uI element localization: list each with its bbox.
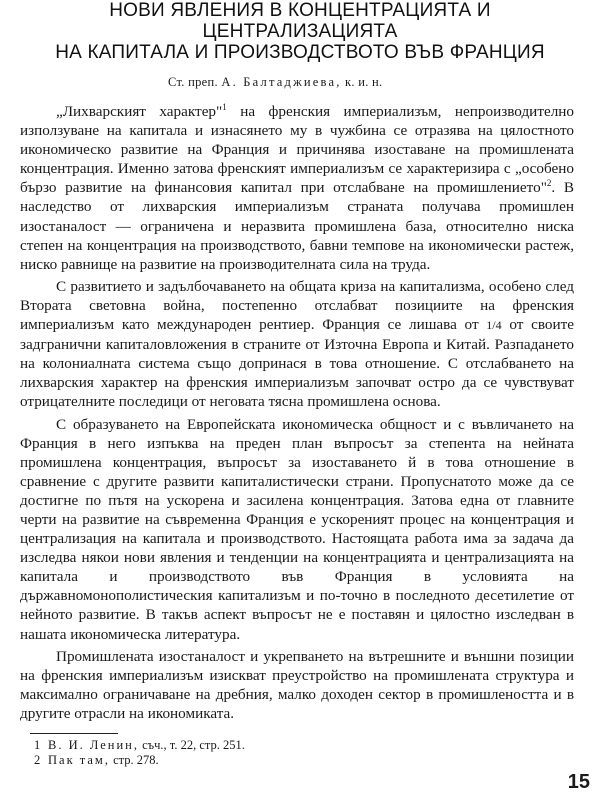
- author-line: [20, 74, 580, 90]
- footnote-1-text: съч., т. 22, стр. 251.: [139, 738, 245, 752]
- footnote-1-author: В. И. Ленин,: [48, 738, 139, 752]
- footnote-1: [34, 738, 245, 753]
- page-number: 15: [567, 771, 590, 793]
- paragraph-3: С образуването на Европейската икономическа общност и с въвличането на Франция в него изпъква на преден план въпросът за степента на нейната промишлена концентрация, въпросът за изоставането й в това отношение в сравнение с другите развити капиталистически страни. Пропуснатото може да се достигне по пътя на ускорена и засилена концентрация. Затова една от главните черти на развитие на съвременна Франция е ускореният процес на концентрация и централизация на капитала и производството. Настоящата работа има за задача да изследва някои нови явления и тенденции на концентрацията и централизацията на капитала и производството във Франция в условията на държавномонополистическия капитализъм и по-точно в последното десетилетие от нейното развитие. В такъв аспект въпросът не е поставян и цялостно изследван в нашата икономическа литература.: [20, 415, 574, 643]
- paragraph-1: [20, 102, 574, 274]
- author-role: Ст. преп.: [168, 75, 218, 89]
- footnote-2: [34, 753, 245, 768]
- article-title: [20, 0, 580, 63]
- paragraph-1-text-c: . В наследство от лихварския империализъм страната получава промишлен изостаналост — ограничена и неразвита промишлена база, относително ниска степен на концентрация на производството, бавни темпове на икономически растеж, ниско равнище на развитие на производителната сила на труда.: [20, 179, 574, 273]
- title-line-2: НА КАПИТАЛА И ПРОИЗВОДСТВОТО ВЪВ ФРАНЦИЯ: [55, 42, 545, 63]
- paragraph-2-text-b: от своите задгранични капиталовложения в страните от Източна Европа и Китай. Разпадането на колониалната система също допринася в това отношение. С отслабването на лихварския характер на френския империализъм започват остро да се чувствуват отрицателните последици от неговата тясна промишлена основа.: [20, 316, 574, 411]
- footnote-ref-1: 1: [222, 101, 227, 112]
- footnotes: [34, 738, 245, 768]
- footnote-divider: [30, 733, 118, 734]
- author-name: А. Балтаджиева,: [221, 75, 342, 89]
- fraction-quarter: 1/4: [486, 318, 502, 333]
- footnote-1-number: 1: [34, 738, 41, 752]
- paragraph-2-text-a: С развитието и задълбочаването на общата криза на капитализма, особено след Втората световна война, постепенно отслабват позициите на френския империализъм като международен рентиер. Франция се лишава от: [20, 277, 574, 334]
- paragraph-1-text-b: на френския империализъм, непроизводително използуване на капитала и изнасянето му в чужбина се отразява на цялостното икономическо развитие на Франция и причинява изоставане на промишлената концентрация. Именно затова френският империализъм се характеризира с „особено бързо развитие на финансовия капитал при отслабване на промишлението": [20, 103, 574, 197]
- author-degree: к. и. н.: [345, 75, 383, 89]
- footnote-2-text: стр. 278.: [109, 753, 159, 767]
- title-line-1: НОВИ ЯВЛЕНИЯ В КОНЦЕНТРАЦИЯТА И ЦЕНТРАЛИЗАЦИЯТА: [109, 0, 491, 42]
- paragraph-4: Промишлената изостаналост и укрепването на вътрешните и външни позиции на френския империализъм изискват преустройство на промишлената структура и максимално ограничаване на дребния, малко доходен сектор в промишлеността и в другите отрасли на икономиката.: [20, 647, 574, 722]
- paragraph-2: [20, 277, 574, 412]
- footnote-2-author: Пак там,: [48, 753, 110, 767]
- article-body: [20, 102, 580, 723]
- paragraph-1-text-a: „Лихварският характер": [56, 103, 223, 120]
- footnote-2-number: 2: [34, 753, 41, 767]
- footnote-ref-2: 2: [546, 178, 552, 189]
